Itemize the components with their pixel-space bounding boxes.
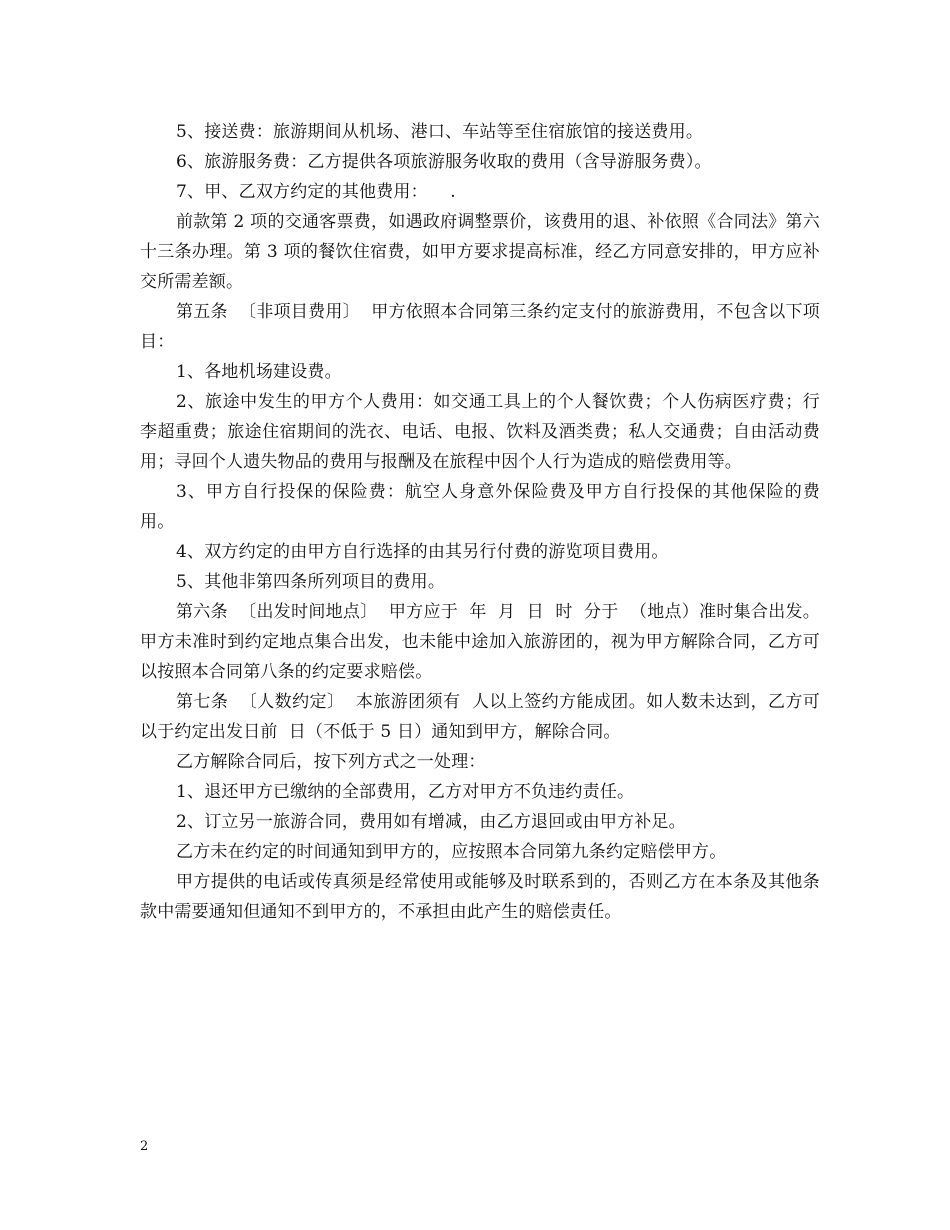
paragraph-after-termination: 乙方解除合同后，按下列方式之一处理： [176, 752, 486, 772]
paragraph-optional-tours: 4、双方约定的由甲方自行选择的由其另行付费的游览项目费用。 [176, 542, 669, 562]
paragraph-article-5: 第五条 〔非项目费用〕 甲方依照本合同第三条约定支付的旅游费用，不包含以下项目： [140, 302, 820, 352]
paragraph-late-notice: 乙方未在约定的时间通知到甲方的，应按照本合同第九条约定赔偿甲方。 [176, 842, 727, 862]
page-number: 2 [140, 1139, 149, 1154]
paragraph-article-7: 第七条 〔人数约定〕 本旅游团须有 人以上签约方能成团。如人数未达到，乙方可以于约定出发日前 日（不低于 5 日）通知到甲方，解除合同。 [140, 692, 820, 742]
paragraph-article-6: 第六条 〔出发时间地点〕 甲方应于 年 月 日 时 分于 （地点）准时集合出发。甲方未准时到约定地点集合出发，也未能中途加入旅游团的，视为甲方解除合同，乙方可以按照本合同第八条的约定要求赔偿。 [140, 602, 820, 682]
paragraph-other-non-items: 5、其他非第四条所列项目的费用。 [176, 572, 446, 592]
paragraph-airport-fee: 1、各地机场建设费。 [176, 362, 342, 382]
paragraph-fare-adjustment: 前款第 2 项的交通客票费，如遇政府调整票价，该费用的退、补依照《合同法》第六十三条办理。第 3 项的餐饮住宿费，如甲方要求提高标准，经乙方同意安排的，甲方应补交所需差额。 [140, 212, 820, 292]
paragraph-personal-expenses: 2、旅途中发生的甲方个人费用：如交通工具上的个人餐饮费；个人伤病医疗费；行李超重费；旅途住宿期间的洗衣、电话、电报、饮料及酒类费；私人交通费；自由活动费用；寻回个人遗失物品的费用与报酬及在旅程中因个人行为造成的赔偿费用等。 [140, 392, 820, 472]
paragraph-new-contract: 2、订立另一旅游合同，费用如有增减，由乙方退回或由甲方补足。 [176, 812, 686, 832]
paragraph-transfer-fee: 5、接送费：旅游期间从机场、港口、车站等至住宿旅馆的接送费用。 [176, 122, 704, 142]
paragraph-refund: 1、退还甲方已缴纳的全部费用，乙方对甲方不负违约责任。 [176, 782, 635, 802]
paragraph-service-fee: 6、旅游服务费：乙方提供各项旅游服务收取的费用（含导游服务费）。 [176, 152, 712, 172]
paragraph-contact-info: 甲方提供的电话或传真须是经常使用或能够及时联系到的，否则乙方在本条及其他条款中需要通知但通知不到甲方的，不承担由此产生的赔偿责任。 [140, 872, 820, 922]
paragraph-other-fees: 7、甲、乙双方约定的其他费用： . [176, 182, 456, 202]
document-body [140, 117, 820, 927]
paragraph-insurance: 3、甲方自行投保的保险费：航空人身意外保险费及甲方自行投保的其他保险的费用。 [140, 482, 820, 532]
